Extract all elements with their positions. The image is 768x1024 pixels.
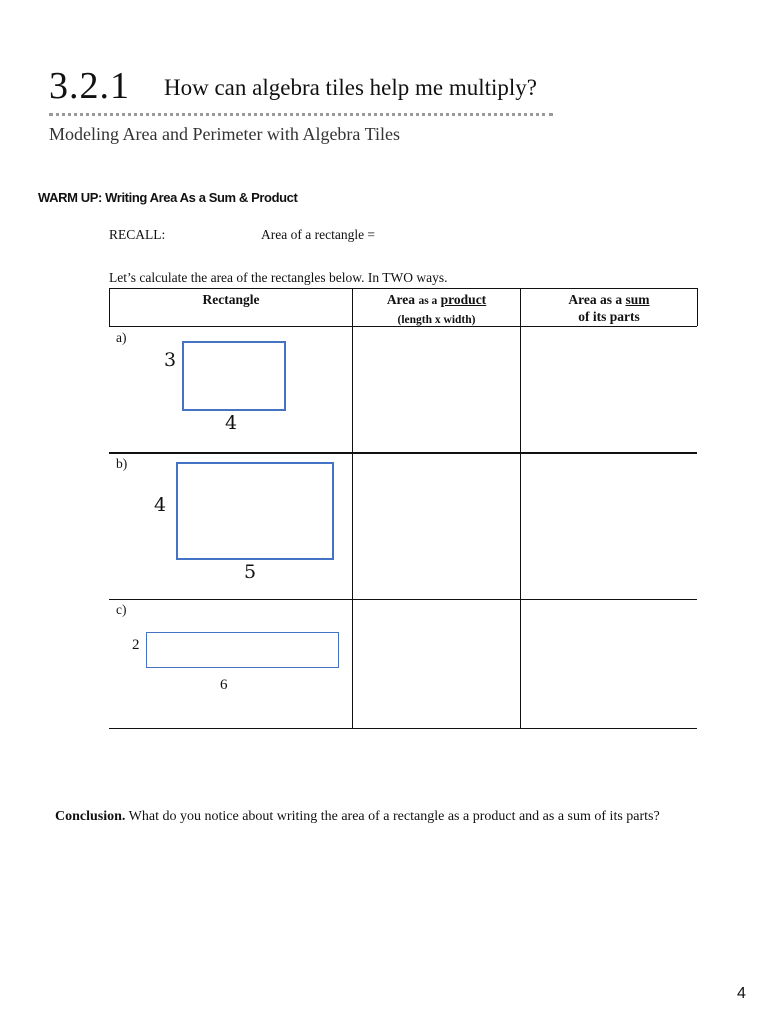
rectangle-b [176,462,334,560]
table-border-right [697,288,698,326]
rectangle-c [146,632,339,668]
header-sum-parts: of its parts [578,309,640,324]
rect-c-side-length: 2 [132,637,140,653]
lesson-subtitle: Modeling Area and Perimeter with Algebra Tiles [49,124,400,144]
recall-label: RECALL: [109,227,166,242]
rect-b-side-length: 4 [154,494,167,516]
row-label-b: b) [116,456,128,471]
instructions: Let’s calculate the area of the rectangles below. In TWO ways. [109,270,448,285]
header-area-product [353,291,520,329]
rect-c-bottom-length: 6 [220,677,228,693]
header-sum-keyword: sum [625,292,650,307]
page-number: 4 [737,985,746,1002]
header-product-word: Area [386,292,416,307]
table-column-divider [352,288,353,728]
table-column-divider [520,288,521,728]
rect-a-bottom-length: 4 [225,412,238,434]
table-border-top [109,288,697,289]
rect-a-side-length: 3 [164,349,177,371]
header-area-sum [521,291,697,325]
warmup-heading: WARM UP: Writing Area As a Sum & Product [38,190,298,205]
row-label-c: c) [116,602,127,617]
header-product-joiner: as a [418,295,438,307]
conclusion-label: Conclusion. [55,809,126,824]
dotted-divider [49,113,553,116]
rect-b-bottom-length: 5 [244,561,257,583]
table-border-bottom [109,728,697,729]
header-rectangle: Rectangle [202,292,260,307]
recall-prompt: Area of a rectangle = [261,227,376,242]
conclusion-question [55,808,660,826]
header-product-formula: (length x width) [397,314,476,326]
conclusion-text: What do you notice about writing the area of a rectangle as a product and as a sum of its parts? [128,809,660,824]
lesson-number: 3.2.1 [49,65,130,107]
table-row-divider [109,452,697,454]
table-row-divider [109,599,697,600]
rectangle-a [182,341,286,411]
header-sum-word: Area as a [568,292,623,307]
lesson-title: How can algebra tiles help me multiply? [164,75,537,100]
row-label-a: a) [116,330,127,345]
header-product-keyword: product [440,292,487,307]
